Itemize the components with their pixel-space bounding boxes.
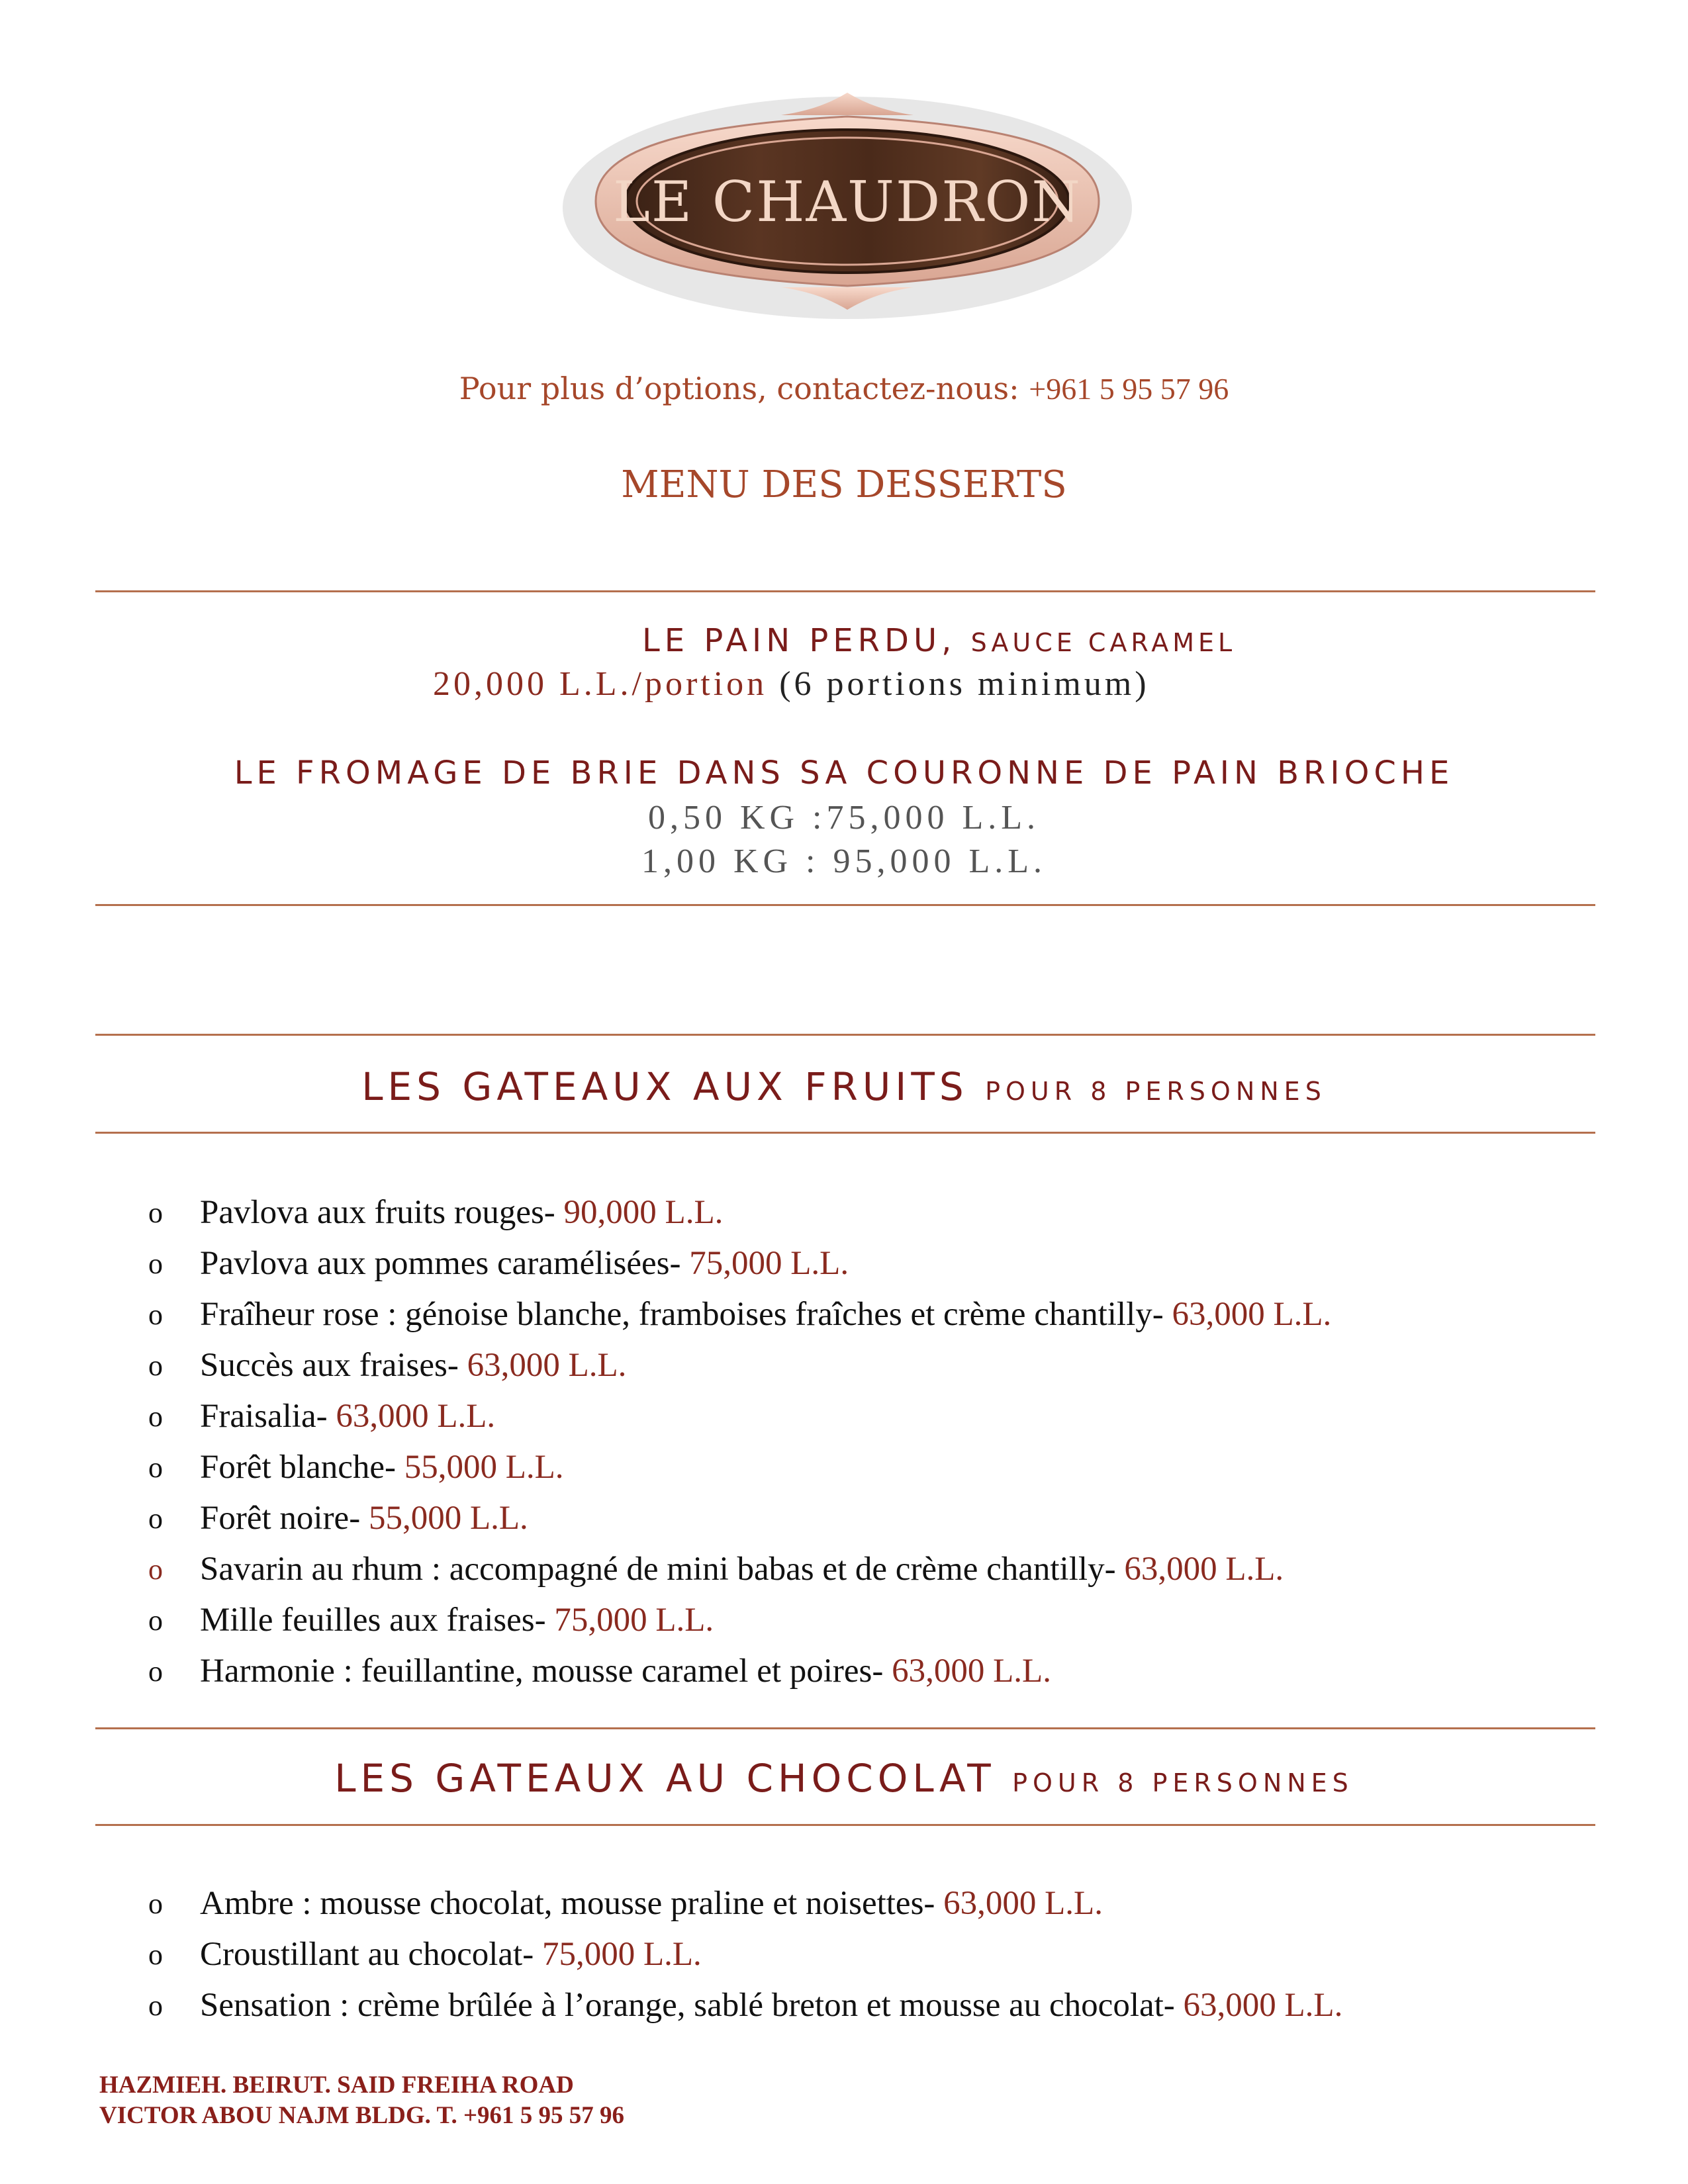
chocolat-list [148,1878,1342,2031]
list-item [148,1442,1331,1493]
menu-title: MENU DES DESSERTS [621,463,1067,506]
brie-option: 1,00 KG : 95,000 L.L. [641,842,1047,880]
item-name: Succès aux fraises- [200,1347,467,1384]
item-name: Harmonie : feuillantine, mousse caramel et poires- [200,1653,892,1690]
list-item [148,1340,1331,1391]
divider [95,904,1595,906]
bullet-icon: o [148,1349,163,1382]
pain-perdu-price: 20,000 L.L./portion [433,665,768,703]
le-chaudron-logo [556,78,1139,324]
footer-address [99,2070,624,2131]
bullet-icon: o [148,1655,163,1688]
list-item [148,1187,1331,1238]
brie-option: 0,50 KG :75,000 L.L. [647,799,1041,837]
bullet-icon: o [148,1400,163,1433]
list-item [148,1595,1331,1646]
bullet-icon: o [148,1938,163,1971]
bullet-icon: o [148,1888,163,1920]
list-item [148,1238,1331,1289]
chocolat-title: LES GATEAUX AU CHOCOLAT [334,1756,996,1801]
contact-phone: +961 5 95 57 96 [1029,372,1229,406]
item-price: 63,000 L.L. [1124,1551,1284,1588]
item-name: Pavlova aux pommes caramélisées- [200,1245,690,1282]
divider [95,1132,1595,1134]
list-item [148,1391,1331,1442]
divider [95,590,1595,592]
divider [95,1034,1595,1036]
pain-perdu-price-line [433,664,1150,704]
bullet-icon: o [148,1451,163,1484]
item-price: 75,000 L.L. [554,1602,714,1639]
chocolat-section-title [0,1756,1688,1801]
item-price: 90,000 L.L. [563,1194,724,1231]
footer-line: HAZMIEH. BEIRUT. SAID FREIHA ROAD [99,2071,574,2099]
list-item [148,1289,1331,1340]
bullet-icon: o [148,1604,163,1637]
item-name: Sensation : crème brûlée à l’orange, sablé breton et mousse au chocolat- [200,1987,1184,2024]
item-price: 63,000 L.L. [892,1653,1051,1690]
bullet-icon: o [148,1298,163,1331]
contact-label: Pour plus d’options, contactez-nous: [459,371,1019,406]
list-item [148,1980,1342,2031]
item-name: Fraisalia- [200,1398,336,1435]
item-price: 75,000 L.L. [689,1245,849,1282]
brie-title: LE FROMAGE DE BRIE DANS SA COURONNE DE PAIN BRIOCHE [234,754,1454,792]
chocolat-subtitle: POUR 8 PERSONNES [1012,1768,1354,1797]
item-price: 55,000 L.L. [404,1449,564,1486]
list-item [148,1544,1331,1595]
fruits-subtitle: POUR 8 PERSONNES [985,1077,1327,1106]
item-price: 63,000 L.L. [943,1885,1103,1922]
item-name: Fraîheur rose : génoise blanche, framboises fraîches et crème chantilly- [200,1296,1172,1333]
logo-text: LE CHAUDRON [613,169,1082,234]
bullet-icon: o [148,1502,163,1535]
bullet-icon: o [148,1553,163,1586]
item-name: Pavlova aux fruits rouges- [200,1194,564,1231]
fruits-section-title [0,1064,1688,1109]
pain-perdu-name: LE PAIN PERDU, [642,622,957,659]
fruits-title: LES GATEAUX AUX FRUITS [361,1064,968,1109]
divider [95,1824,1595,1826]
item-name: Savarin au rhum : accompagné de mini babas et de crème chantilly- [200,1551,1125,1588]
list-item [148,1929,1342,1980]
list-item [148,1878,1342,1929]
item-price: 75,000 L.L. [541,1936,702,1973]
fruits-list [148,1187,1331,1697]
pain-perdu-subtitle: SAUCE CARAMEL [970,628,1237,657]
pain-perdu-title [642,622,1236,659]
item-name: Ambre : mousse chocolat, mousse praline et noisettes- [200,1885,944,1922]
item-price: 63,000 L.L. [467,1347,627,1384]
footer-line: VICTOR ABOU NAJM BLDG. T. +961 5 95 57 96 [99,2102,625,2129]
bullet-icon: o [148,1197,163,1229]
contact-line [0,371,1688,406]
item-price: 63,000 L.L. [1183,1987,1343,2024]
item-name: Forêt noire- [200,1500,369,1537]
bullet-icon: o [148,1989,163,2022]
item-name: Croustillant au chocolat- [200,1936,542,1973]
divider [95,1727,1595,1729]
item-price: 63,000 L.L. [1172,1296,1332,1333]
list-item [148,1646,1331,1697]
bullet-icon: o [148,1248,163,1280]
item-price: 63,000 L.L. [336,1398,496,1435]
item-name: Mille feuilles aux fraises- [200,1602,555,1639]
item-name: Forêt blanche- [200,1449,404,1486]
item-price: 55,000 L.L. [368,1500,528,1537]
pain-perdu-note: (6 portions minimum) [779,665,1150,703]
list-item [148,1493,1331,1544]
